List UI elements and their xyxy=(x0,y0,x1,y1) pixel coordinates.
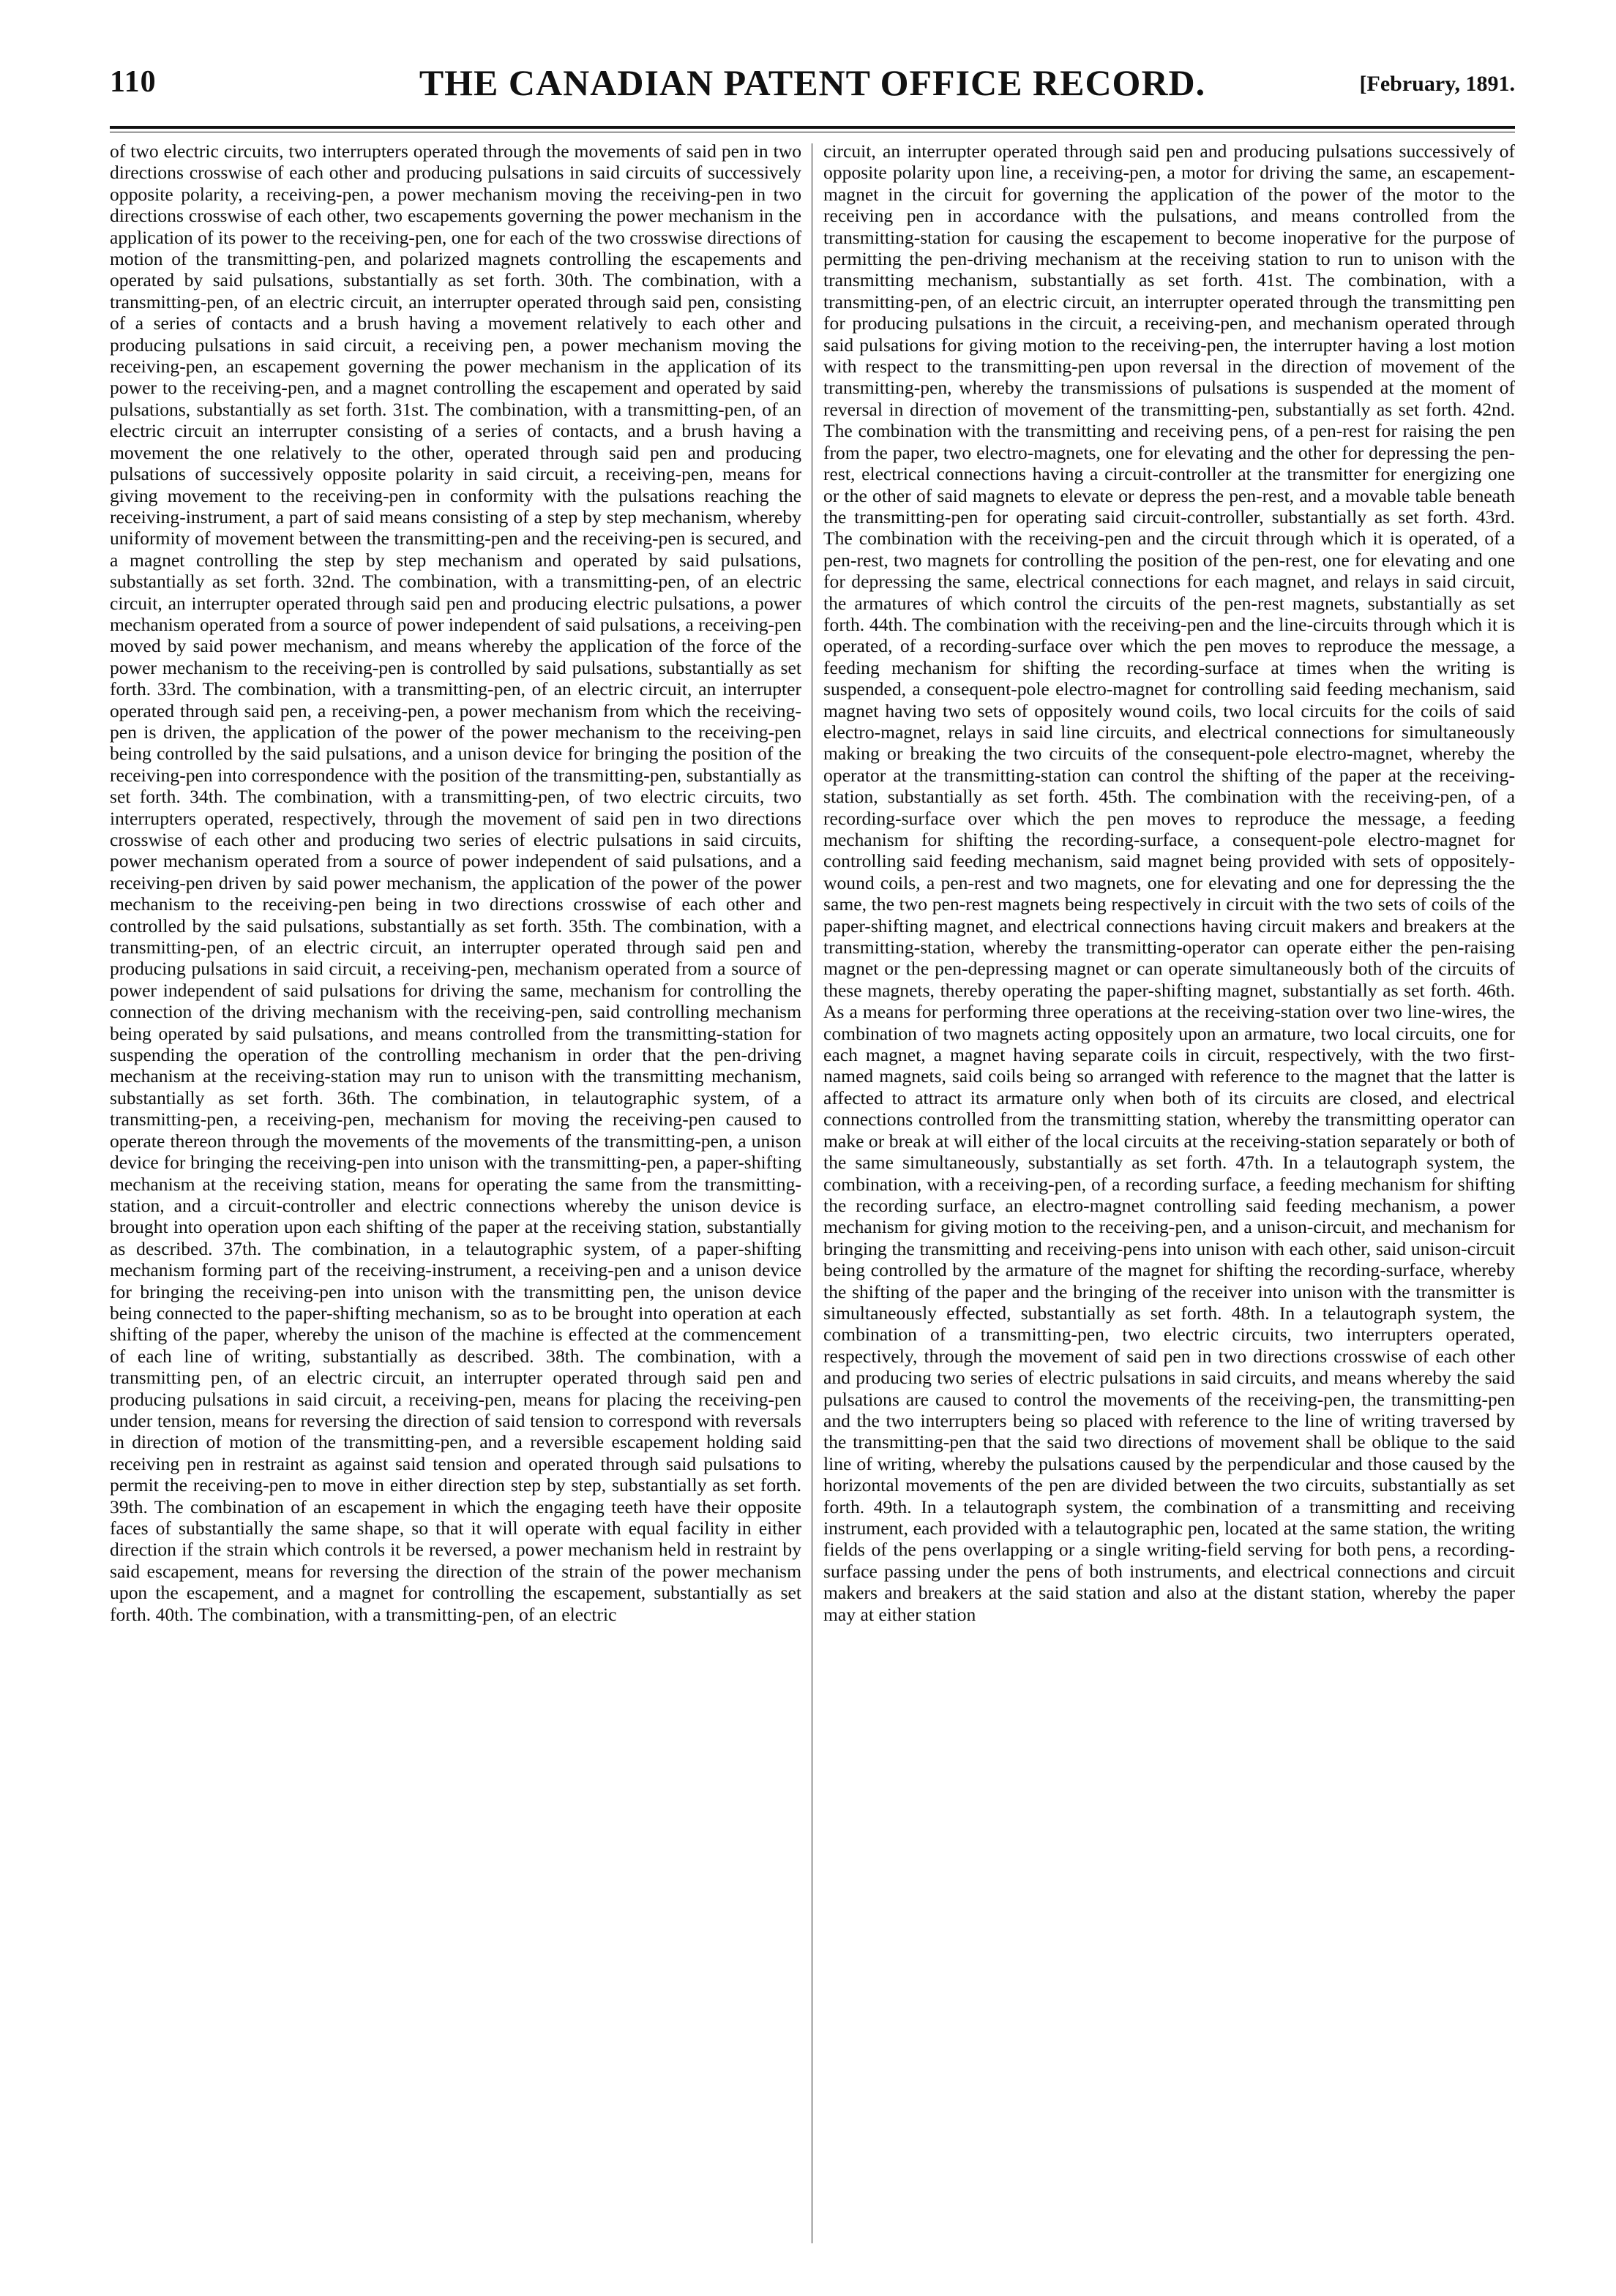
left-column xyxy=(110,140,801,2248)
issue-date: [February, 1891. xyxy=(1359,72,1515,96)
right-column-text: circuit, an interrupter operated through said pen and producing pulsations successively of opposite polarity upon line, a receiving-pen, a motor for driving the same, an escapement-magnet in the circuit for governing the application of the power of the motor to the receiving pen in accordance with the pulsations, and means controlled from the transmitting-station for causing the escapement to become inoperative for the purpose of permitting the pen-driving mechanism at the receiving station to run to unison with the transmitting mechanism, substantially as set forth. 41st. The combination, with a transmitting-pen, of an electric circuit, an interrupter operated through the transmitting pen for producing pulsations in the circuit, a receiving-pen, and mechanism operated through said pulsations for giving motion to the receiving-pen, the interrupter having a lost motion with respect to the transmitting-pen upon reversal in the direction of movement of the transmitting-pen, whereby the transmissions of pulsations is suspended at the moment of reversal in direction of movement of the transmitting-pen, substantially as set forth. 42nd. The combination with the transmitting and receiving pens, of a pen-rest for raising the pen from the paper, two electro-magnets, one for elevating and the other for depressing the pen-rest, electrical connections having a circuit-controller at the transmitter for energizing one or the other of said magnets to elevate or depress the pen-rest, and a movable table beneath the transmitting-pen for operating said circuit-controller, substantially as set forth. 43rd. The combination with the receiving-pen and the circuit through which it is operated, of a pen-rest, two magnets for controlling the position of the pen-rest, one for elevating and one for depressing the same, electrical connections for each magnet, and relays in said circuit, the armatures of which control the circuits of the pen-rest magnets, substantially as set forth. 44th. The combination with the receiving-pen and the line-circuits through which it is operated, of a recording-surface over which the pen moves to reproduce the message, a feeding mechanism for shifting the recording-surface at times when the writing is suspended, a consequent-pole electro-magnet for controlling said feeding mechanism, said magnet having two sets of oppositely wound coils, two local circuits for the coils of said electro-magnet, relays in said line circuits, and electrical connections for simultaneously making or breaking the two circuits of the consequent-pole electro-magnet, whereby the operator at the transmitting-station can control the shifting of the paper at the receiving-station, substantially as set forth. 45th. The combination with the receiving-pen, of a recording-surface over which the pen moves to reproduce the message, a feeding mechanism for shifting the recording-surface, a consequent-pole electro-magnet for controlling said feeding mechanism, said magnet being provided with sets of oppositely-wound coils, a pen-rest and two magnets, one for elevating and one for depressing the the same, the two pen-rest magnets being respectively in circuit with the two sets of coils of the paper-shifting magnet, and electrical connections having circuit makers and breakers at the transmitting-station, whereby the transmitting-operator can operate either the pen-raising magnet or the pen-depressing magnet or can operate simultaneously both of the circuits of these magnets, thereby operating the paper-shifting magnet, substantially as set forth. 46th. As a means for performing three operations at the receiving-station over two line-wires, the combination of two magnets acting oppositely upon an armature, two local circuits, one for each magnet, a magnet having separate coils in circuit, respectively, with the two first-named magnets, said coils being so arranged with reference to the magnet that the latter is affected to attract its armature only when both of its circuits are closed, and electrical connections controlled from the transmitting station, whereby the transmitting operator can make or break at will either of the local circuits at the receiving-station separately or both of the same simultaneously, substantially as set forth. 47th. In a telautograph system, the combination, with a receiving-pen, of a recording surface, a feeding mechanism for shifting the recording surface, an electro-magnet controlling said feeding mechanism, a power mechanism for giving motion to the receiving-pen, and a unison-circuit, and mechanism for bringing the transmitting and receiving-pens into unison with each other, said unison-circuit being controlled by the armature of the magnet for shifting the recording-surface, whereby the shifting of the paper and the bringing of the receiver into unison with the transmitter is simultaneously effected, substantially as set forth. 48th. In a telautograph system, the combination of a transmitting-pen, two electric circuits, two interrupters operated, respectively, through the movement of said pen in two directions crosswise of each other and producing two series of electric pulsations in said circuits, and means whereby the said pulsations are caused to control the movements of the receiving-pen, the transmitting-pen and the two interrupters being so placed with reference to the line of writing traversed by the transmitting-pen that the said two directions of movement shall be oblique to the said line of writing, whereby the pulsations caused by the perpendicular and those caused by the horizontal movements of the pen are divided between the two circuits, substantially as set forth. 49th. In a telautograph system, the combination of a transmitting and receiving instrument, each provided with a telautographic pen, located at the same station, the writing fields of the pens overlapping or a single writing-field serving for both pens, a recording-surface passing under the pens of both instruments, and electrical connections and circuit makers and breakers at the said station and also at the distant station, whereby the paper may at either station xyxy=(823,140,1515,1625)
header-rule-thick xyxy=(110,126,1515,129)
page-number: 110 xyxy=(110,65,157,99)
journal-title: THE CANADIAN PATENT OFFICE RECORD. xyxy=(419,62,1206,103)
page-header xyxy=(110,64,1515,116)
right-column xyxy=(823,140,1515,2248)
left-column-text: of two electric circuits, two interrupters operated through the movements of said pen in two directions crosswise of each other and producing pulsations in said circuits of successively opposite polarity, a receiving-pen, a power mechanism moving the receiving-pen in two directions crosswise of each other, two escapements governing the power mechanism in the application of its power to the receiving-pen, one for each of the two crosswise directions of motion of the transmitting-pen, and polarized magnets controlling the escapements and operated by said pulsations, substantially as set forth. 30th. The combination, with a transmitting-pen, of an electric circuit, an interrupter operated through said pen, consisting of a series of contacts and a brush having a movement relatively to each other and producing pulsations in said circuit, a receiving pen, a power mechanism moving the receiving-pen, an escapement governing the power mechanism in the application of its power to the receiving-pen, and a magnet controlling the escapement and operated by said pulsations, substantially as set forth. 31st. The combination, with a transmitting-pen, of an electric circuit an interrupter consisting of a series of contacts, and a brush having a movement the one relatively to the other, operated through said pen and producing pulsations of successively opposite polarity in said circuit, a receiving-pen, means for giving movement to the receiving-pen in conformity with the pulsations reaching the receiving-instrument, a part of said means consisting of a step by step mechanism, whereby uniformity of movement between the transmitting-pen and the receiving-pen is secured, and a magnet controlling the step by step mechanism and operated by said pulsations, substantially as set forth. 32nd. The combination, with a transmitting-pen, of an electric circuit, an interrupter operated through said pen and producing electric pulsations, a power mechanism operated from a source of power independent of said pulsations, a receiving-pen moved by said power mechanism, and means whereby the application of the force of the power mechanism to the receiving-pen is controlled by said pulsations, substantially as set forth. 33rd. The combination, with a transmitting-pen, of an electric circuit, an interrupter operated through said pen, a receiving-pen, a power mechanism from which the receiving-pen is driven, the application of the power of the power mechanism to the receiving-pen being controlled by the said pulsations, and a unison device for bringing the position of the receiving-pen into correspondence with the position of the transmitting-pen, substantially as set forth. 34th. The combination, with a transmitting-pen, of two electric circuits, two interrupters operated, respectively, through the movement of said pen in two directions crosswise of each other and producing two series of electric pulsations in said circuits, power mechanism operated from a source of power independent of said pulsations, and a receiving-pen driven by said power mechanism, the application of the power of the power mechanism to the receiving-pen being in two directions crosswise of each other and controlled by the said pulsations, substantially as set forth. 35th. The combination, with a transmitting-pen, of an electric circuit, an interrupter operated through said pen and producing pulsations in said circuit, a receiving-pen, mechanism operated from a source of power independent of said pulsations for driving the same, mechanism for controlling the connection of the driving mechanism with the receiving-pen, said controlling mechanism being operated by said pulsations, and means controlled from the transmitting-station for suspending the operation of the controlling mechanism in order that the pen-driving mechanism at the receiving-station may run to unison with the transmitting mechanism, substantially as set forth. 36th. The combination, in telautographic system, of a transmitting-pen, a receiving-pen, mechanism for moving the receiving-pen caused to operate thereon through the movements of the movements of the transmitting-pen, a unison device for bringing the receiving-pen into unison with the transmitting-pen, a paper-shifting mechanism at the receiving station, means for operating the same from the transmitting-station, and a circuit-controller and electric connections whereby the unison device is brought into operation upon each shifting of the paper at the receiving station, substantially as described. 37th. The combination, in a telautographic system, of a paper-shifting mechanism forming part of the receiving-instrument, a receiving-pen and a unison device for bringing the receiving-pen into unison with the transmitting pen, the unison device being connected to the paper-shifting mechanism, so as to be brought into operation at each shifting of the paper, whereby the unison of the machine is effected at the commencement of each line of writing, substantially as described. 38th. The combination, with a transmitting pen, of an electric circuit, an interrupter operated through said pen and producing pulsations in said circuit, a receiving-pen, means for placing the receiving-pen under tension, means for reversing the direction of said tension to correspond with reversals in direction of motion of the transmitting-pen, and a reversible escapement holding said receiving pen in restraint as against said tension and operated through said pulsations to permit the receiving-pen to move in either direction step by step, substantially as set forth. 39th. The combination of an escapement in which the engaging teeth have their opposite faces of substantially the same shape, so that it will operate with equal facility in either direction if the strain which controls it be reversed, a power mechanism held in restraint by said escapement, means for reversing the direction of the strain of the power mechanism upon the escapement, and a magnet for controlling the escapement, substantially as set forth. 40th. The combination, with a transmitting-pen, of an electric xyxy=(110,140,801,1625)
